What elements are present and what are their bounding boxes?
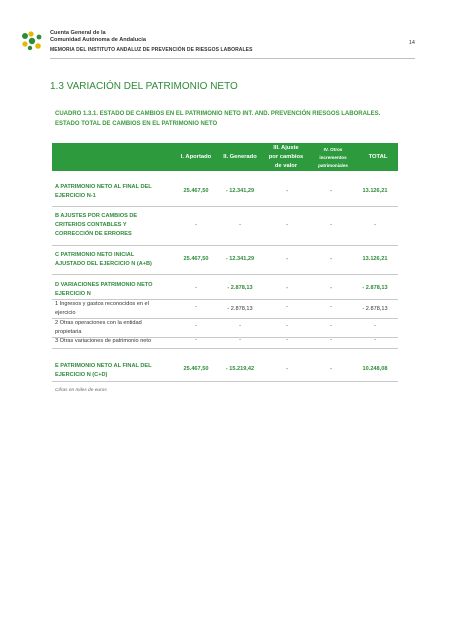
row-d2-ajuste: - xyxy=(286,323,288,329)
row-d3-l1: 3 Otras variaciones de patrimonio neto xyxy=(55,338,152,344)
row-divider xyxy=(52,245,398,246)
row-a-ajuste: - xyxy=(286,188,288,194)
row-e-l1: E PATRIMONIO NETO AL FINAL DEL xyxy=(55,363,152,369)
row-d1-label xyxy=(55,300,149,318)
col-ajuste-l2: por cambios xyxy=(268,154,304,160)
row-e-label xyxy=(55,362,152,380)
row-e-otros: - xyxy=(330,366,332,372)
row-e-generado: - 15.219,42 xyxy=(225,366,255,372)
row-b-l1: B AJUSTES POR CAMBIOS DE xyxy=(55,213,138,219)
col-aportado: I. Aportado xyxy=(180,154,212,160)
row-b-total: - xyxy=(374,222,376,228)
row-c-total: 13.126,21 xyxy=(362,256,388,262)
col-otros-l1: IV. Otros xyxy=(323,147,343,152)
table-header xyxy=(52,143,398,171)
table-title xyxy=(55,109,405,129)
row-a-aportado: 25.467,50 xyxy=(183,188,209,194)
memo-title: MEMORIA DEL INSTITUTO ANDALUZ DE PREVENCIÓN DE RIESGOS LABORALES xyxy=(50,47,253,53)
row-d-otros: - xyxy=(330,285,332,291)
org-line-2: Comunidad Autónoma de Andalucía xyxy=(50,37,146,43)
row-b-otros: - xyxy=(330,222,332,228)
row-d-generado: - 2.878,13 xyxy=(227,285,253,291)
row-a-label xyxy=(55,183,152,201)
col-generado: II. Generado xyxy=(223,154,257,160)
row-a-total: 13.126,21 xyxy=(362,188,388,194)
row-c-aportado: 25.467,50 xyxy=(183,256,209,262)
row-divider xyxy=(52,348,398,349)
table-title-line-1: CUADRO 1.3.1. ESTADO DE CAMBIOS EN EL PATRIMONIO NETO INT. AND. PREVENCIÓN RIESGOS LABORALES. xyxy=(55,111,381,117)
row-d2-otros: - xyxy=(330,323,332,329)
col-total: TOTAL xyxy=(368,154,388,160)
row-a-otros: - xyxy=(330,188,332,194)
row-d2-l1: 2 Otras operaciones con la entidad xyxy=(55,320,142,326)
col-otros-l2: incrementos xyxy=(319,155,347,160)
row-a-l2: EJERCICIO N-1 xyxy=(55,193,96,199)
row-c-l2: AJUSTADO DEL EJERCICIO N (A+B) xyxy=(55,261,152,267)
row-d-ajuste: - xyxy=(286,285,288,291)
row-e-total: 10.248,08 xyxy=(362,366,388,372)
row-e-ajuste: - xyxy=(286,366,288,372)
row-a-l1: A PATRIMONIO NETO AL FINAL DEL xyxy=(55,184,152,190)
row-d-l1: D VARIACIONES PATRIMONIO NETO xyxy=(55,282,153,288)
row-divider xyxy=(52,206,398,207)
row-d1-otros: - xyxy=(330,304,332,310)
row-d3-generado: - xyxy=(239,337,241,343)
row-d1-generado: - 2.878,13 xyxy=(227,306,253,312)
row-b-label xyxy=(55,212,137,239)
row-divider xyxy=(52,381,398,382)
row-d2-l2: propietaria xyxy=(55,329,82,335)
org-name xyxy=(50,30,146,44)
row-d-total: - 2.878,13 xyxy=(362,285,388,291)
row-b-l3: CORRECCIÓN DE ERRORES xyxy=(55,231,132,237)
col-otros xyxy=(308,146,358,170)
row-d3-ajuste: - xyxy=(286,337,288,343)
row-d1-aportado: - xyxy=(195,304,197,310)
row-d3-total: - xyxy=(374,337,376,343)
row-d2-generado: - xyxy=(239,323,241,329)
row-d-label xyxy=(55,281,152,299)
row-d3-label xyxy=(55,337,151,346)
row-e-l2: EJERCICIO N (C+D) xyxy=(55,372,108,378)
col-otros-l3: patrimoniales xyxy=(318,163,348,168)
row-d1-l1: 1 Ingresos y gastos reconocidos en el xyxy=(55,301,149,307)
row-c-generado: - 12.341,29 xyxy=(225,256,255,262)
section-title: 1.3 VARIACIÓN DEL PATRIMONIO NETO xyxy=(50,81,238,92)
institution-logo-icon xyxy=(20,30,46,52)
footnote: Cifras en miles de euros xyxy=(55,388,107,393)
header-divider xyxy=(50,58,415,59)
row-d3-aportado: - xyxy=(195,337,197,343)
row-d-aportado: - xyxy=(195,285,197,291)
row-d3-otros: - xyxy=(330,337,332,343)
row-d1-total: - 2.878,13 xyxy=(362,306,388,312)
row-b-ajuste: - xyxy=(286,222,288,228)
org-line-1: Cuenta General de la xyxy=(50,30,106,36)
row-d1-l2: ejercicio xyxy=(55,310,76,316)
row-e-aportado: 25.467,50 xyxy=(183,366,209,372)
row-c-label xyxy=(55,251,152,269)
col-ajuste-l1: III. Ajuste xyxy=(273,145,299,151)
row-b-aportado: - xyxy=(195,222,197,228)
row-c-otros: - xyxy=(330,256,332,262)
row-b-generado: - xyxy=(239,222,241,228)
row-d-l2: EJERCICIO N xyxy=(55,291,91,297)
row-d2-aportado: - xyxy=(195,323,197,329)
row-c-l1: C PATRIMONIO NETO INICIAL xyxy=(55,252,135,258)
col-ajuste xyxy=(262,144,310,171)
row-d1-ajuste: - xyxy=(286,304,288,310)
col-ajuste-l3: de valor xyxy=(274,163,298,169)
row-a-generado: - 12.341,29 xyxy=(225,188,255,194)
row-b-l2: CRITERIOS CONTABLES Y xyxy=(55,222,127,228)
row-d2-total: - xyxy=(374,323,376,329)
row-d2-label xyxy=(55,319,142,337)
page-number: 14 xyxy=(408,40,415,46)
table-title-line-2: ESTADO TOTAL DE CAMBIOS EN EL PATRIMONIO NETO xyxy=(55,121,218,127)
row-divider xyxy=(52,274,398,275)
row-c-ajuste: - xyxy=(286,256,288,262)
